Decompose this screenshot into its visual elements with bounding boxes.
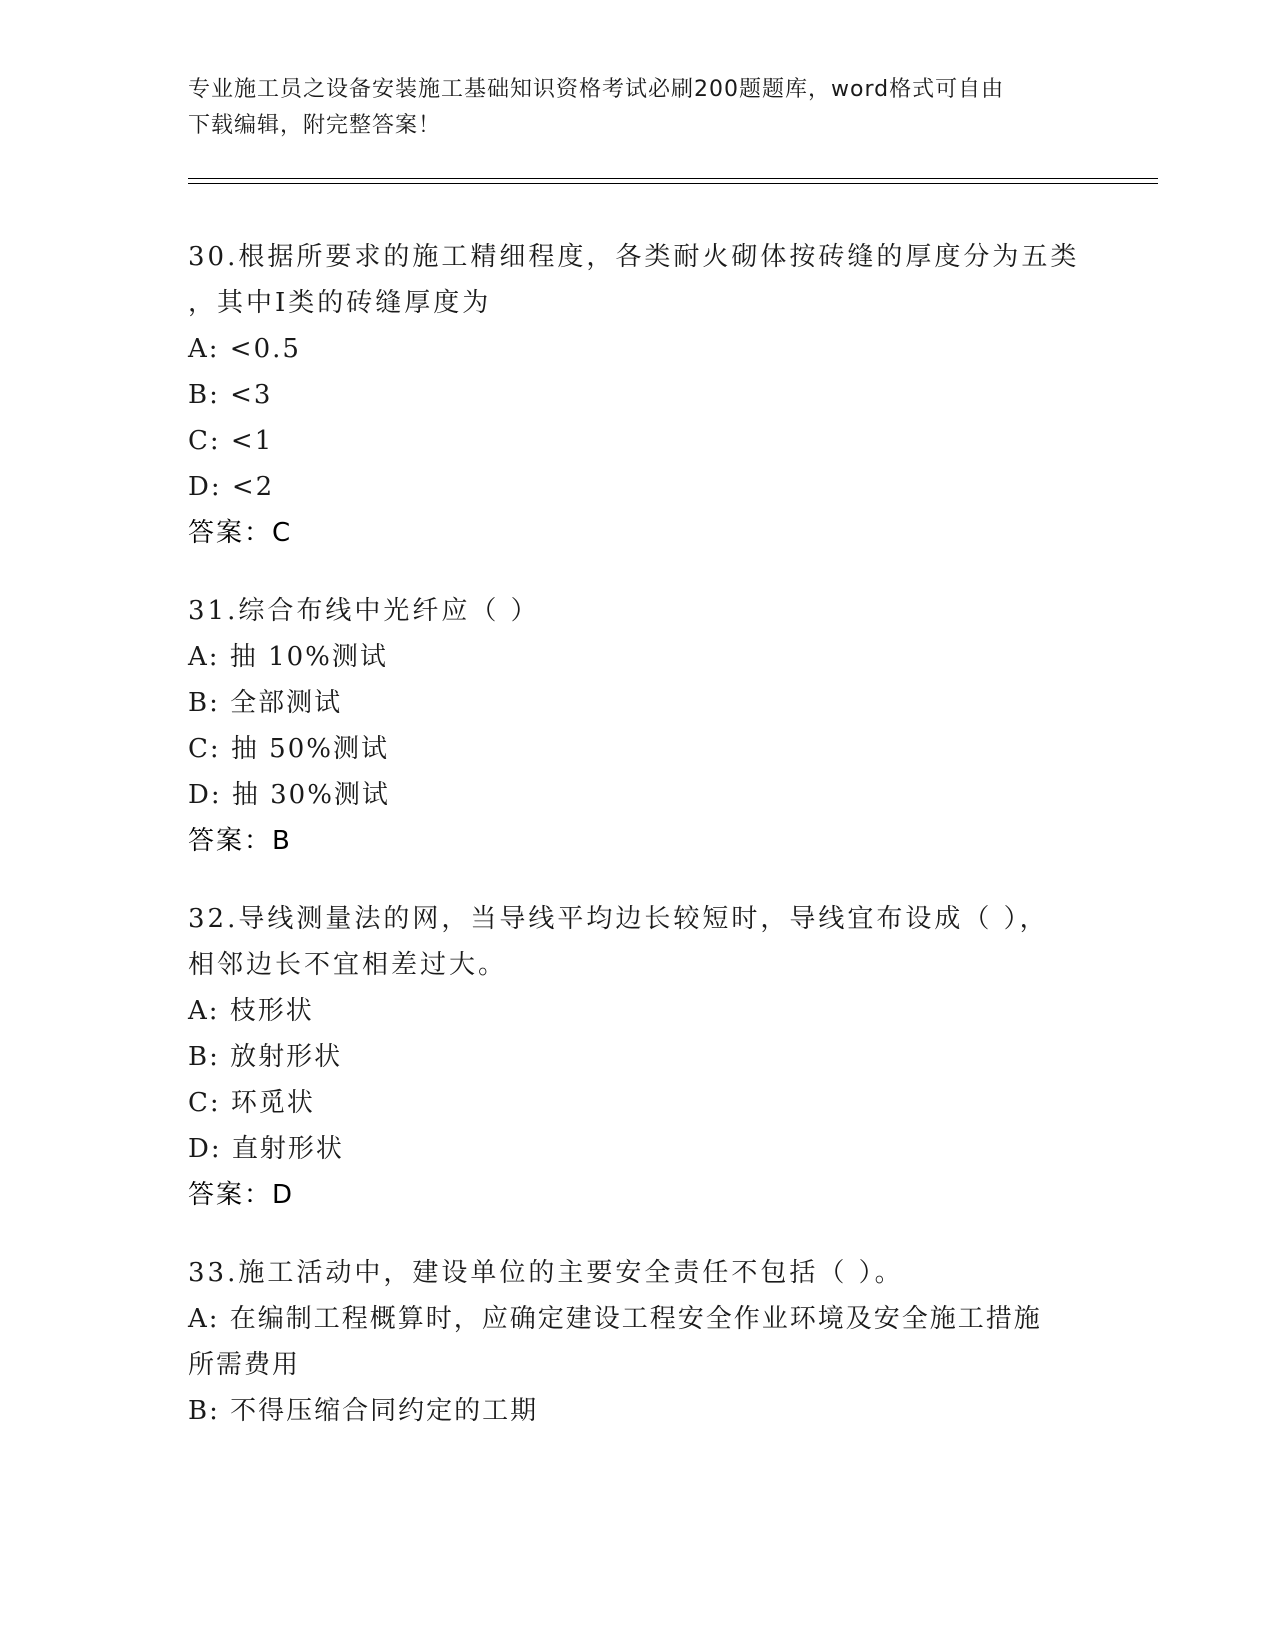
header-divider-bottom [188, 183, 1158, 184]
option-c: C: <1 [188, 426, 274, 456]
header-title-line-2: 下载编辑，附完整答案！ [188, 113, 442, 138]
option-b: B: 全部测试 [188, 688, 343, 718]
option-d: D: 直射形状 [188, 1134, 344, 1164]
option-a: A: <0.5 [188, 334, 301, 364]
header-divider-top [188, 178, 1158, 179]
option-a: A: 枝形状 [188, 996, 314, 1026]
question-31 [188, 588, 1088, 864]
answer-label: 答案：D [188, 1180, 295, 1210]
answer-label: 答案：C [188, 518, 293, 548]
question-stem-line-1: 33.施工活动中，建设单位的主要安全责任不包括（ ）。 [188, 1258, 904, 1288]
option-d: D: <2 [188, 472, 275, 502]
option-a-line-2: 所需费用 [188, 1350, 301, 1380]
question-stem-line-2: ，其中Ⅰ类的砖缝厚度为 [188, 288, 492, 318]
question-33 [188, 1250, 1088, 1434]
option-a: A: 抽 10%测试 [188, 642, 388, 672]
option-a-line-1: A: 在编制工程概算时，应确定建设工程安全作业环境及安全施工措施 [188, 1304, 1042, 1334]
header-title-line-1: 专业施工员之设备安装施工基础知识资格考试必刷200题题库，word格式可自由 [188, 77, 1005, 102]
question-stem-line-2: 相邻边长不宜相差过大。 [188, 950, 508, 980]
document-header [188, 72, 1088, 144]
question-30 [188, 234, 1088, 556]
option-b: B: 放射形状 [188, 1042, 343, 1072]
answer-label: 答案：B [188, 826, 292, 856]
question-list [188, 234, 1088, 1466]
option-b: B: 不得压缩合同约定的工期 [188, 1396, 539, 1426]
question-32 [188, 896, 1088, 1218]
option-c: C: 抽 50%测试 [188, 734, 389, 764]
option-d: D: 抽 30%测试 [188, 780, 390, 810]
option-b: B: <3 [188, 380, 273, 410]
question-stem-line-1: 31.综合布线中光纤应（ ） [188, 596, 540, 626]
question-stem-line-1: 30.根据所要求的施工精细程度，各类耐火砌体按砖缝的厚度分为五类 [188, 242, 1080, 272]
option-c: C: 环觅状 [188, 1088, 315, 1118]
question-stem-line-1: 32.导线测量法的网，当导线平均边长较短时，导线宜布设成（ ）， [188, 904, 1049, 934]
